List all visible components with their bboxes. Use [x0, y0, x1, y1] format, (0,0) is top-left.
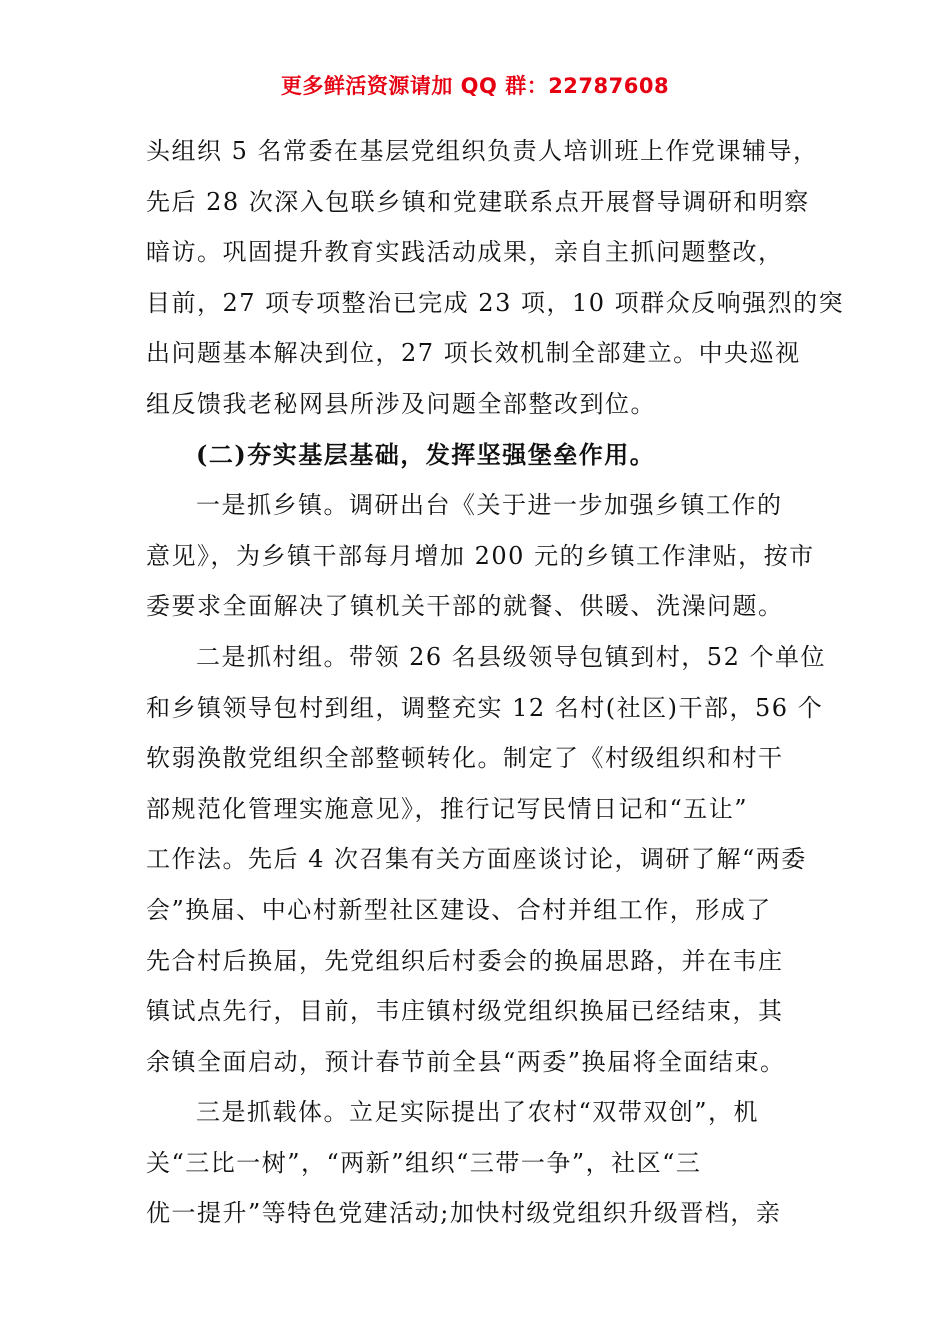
text-line: 先后 28 次深入包联乡镇和党建联系点开展督导调研和明察	[146, 187, 810, 216]
text-line: 优一提升”等特色党建活动;加快村级党组织升级晋档，亲	[146, 1199, 782, 1228]
text-line: 会”换届、中心村新型社区建设、合村并组工作，形成了	[146, 895, 772, 924]
text-line: 目前，27 项专项整治已完成 23 项，10 项群众反响强烈的突	[146, 288, 845, 317]
text-line: 暗访。巩固提升教育实践活动成果，亲自主抓问题整改，	[146, 238, 784, 267]
text-line: 关“三比一树”，“两新”组织“三带一争”，社区“三	[146, 1148, 702, 1177]
text-line: 意见》，为乡镇干部每月增加 200 元的乡镇工作津贴，按市	[146, 541, 815, 570]
text-line: 和乡镇领导包村到组，调整充实 12 名村(社区)干部，56 个	[146, 693, 824, 722]
text-line: 一是抓乡镇。调研出台《关于进一步加强乡镇工作的	[196, 491, 783, 520]
text-line: 三是抓载体。立足实际提出了农村“双带双创”，机	[196, 1098, 760, 1127]
text-line: 部规范化管理实施意见》，推行记写民情日记和“五让”	[146, 794, 749, 823]
text-line: 出问题基本解决到位，27 项长效机制全部建立。中央巡视	[146, 339, 801, 368]
text-line: 委要求全面解决了镇机关干部的就餐、供暖、洗澡问题。	[146, 592, 784, 621]
text-line: 工作法。先后 4 次召集有关方面座谈讨论，调研了解“两委	[146, 845, 807, 874]
text-line: 余镇全面启动，预计春节前全县“两委”换届将全面结束。	[146, 1047, 786, 1076]
section-heading: (二)夯实基层基础，发挥坚强堡垒作用。	[196, 439, 656, 469]
text-line: 先合村后换届，先党组织后村委会的换届思路，并在韦庄	[146, 946, 784, 975]
text-line: 组反馈我老秘网县所涉及问题全部整改到位。	[146, 389, 656, 418]
text-line: 软弱涣散党组织全部整顿转化。制定了《村级组织和村干	[146, 744, 784, 773]
text-line: 头组织 5 名常委在基层党组织负责人培训班上作党课辅导，	[146, 137, 819, 165]
text-line: 二是抓村组。带领 26 名县级领导包镇到村，52 个单位	[196, 642, 826, 671]
text-line: 镇试点先行，目前，韦庄镇村级党组织换届已经结束，其	[146, 997, 784, 1026]
document-body	[146, 126, 845, 1239]
page-header-banner: 更多鲜活资源请加 QQ 群：22787608	[280, 74, 670, 98]
